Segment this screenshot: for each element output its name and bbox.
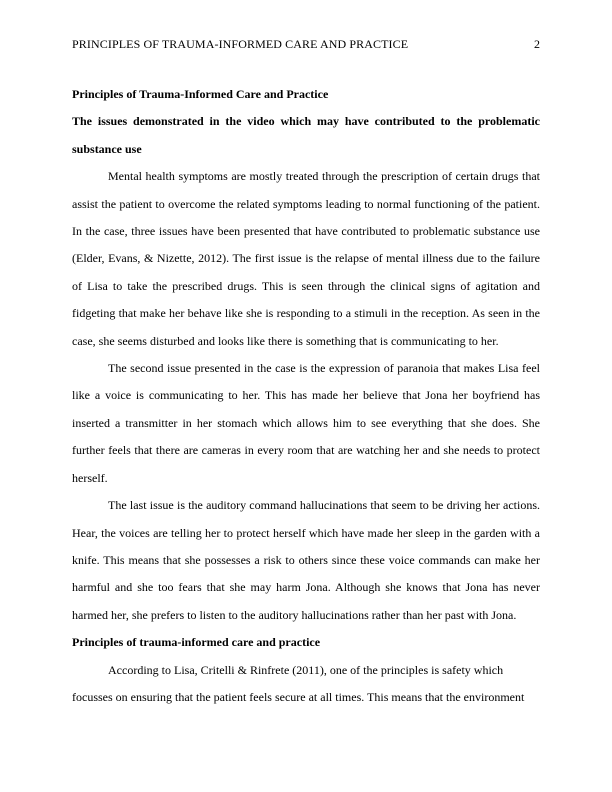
running-head: PRINCIPLES OF TRAUMA-INFORMED CARE AND PRACTICE <box>72 37 409 51</box>
paragraph-2: The second issue presented in the case is the expression of paranoia that makes Lisa feel like a voice is communicating to her. This has made her believe that Jona her boyfriend has inserted a transmitter in her stomach which allows him to see everything that she does. She further feels that there are cameras in every room that are watching her and she needs to protect herself. <box>72 361 540 485</box>
section-heading-issues: The issues demonstrated in the video which may have contributed to the problematic substance use <box>72 114 540 156</box>
paragraph-1: Mental health symptoms are mostly treated through the prescription of certain drugs that assist the patient to overcome the related symptoms leading to normal functioning of the patient. In the case, three issues have been presented that have contributed to problematic substance use (Elder, Evans, & Nizette, 2012). The first issue is the relapse of mental illness due to the failure of Lisa to take the prescribed drugs. This is seen through the clinical signs of agitation and fidgeting that make her behave like she is responding to a stimuli in the reception. As seen in the case, she seems disturbed and looks like there is something that is communicating to her. <box>72 169 540 348</box>
document-title: Principles of Trauma-Informed Care and Practice <box>72 87 329 101</box>
page-number: 2 <box>534 37 540 51</box>
document-body <box>72 81 540 711</box>
paragraph-3: The last issue is the auditory command hallucinations that seem to be driving her actions. Hear, the voices are telling her to protect herself which have made her sleep in the garden with a knife. This means that she possesses a risk to others since these voice commands can make her harmful and she too fears that she may harm Jona. Although she knows that Jona has never harmed her, she prefers to listen to the auditory hallucinations rather than her past with Jona. <box>72 498 540 622</box>
paragraph-4: According to Lisa, Critelli & Rinfrete (2011), one of the principles is safety which focusses on ensuring that the patient feels secure at all times. This means that the environment <box>72 662 525 704</box>
section-heading-principles: Principles of trauma-informed care and practice <box>72 635 321 650</box>
